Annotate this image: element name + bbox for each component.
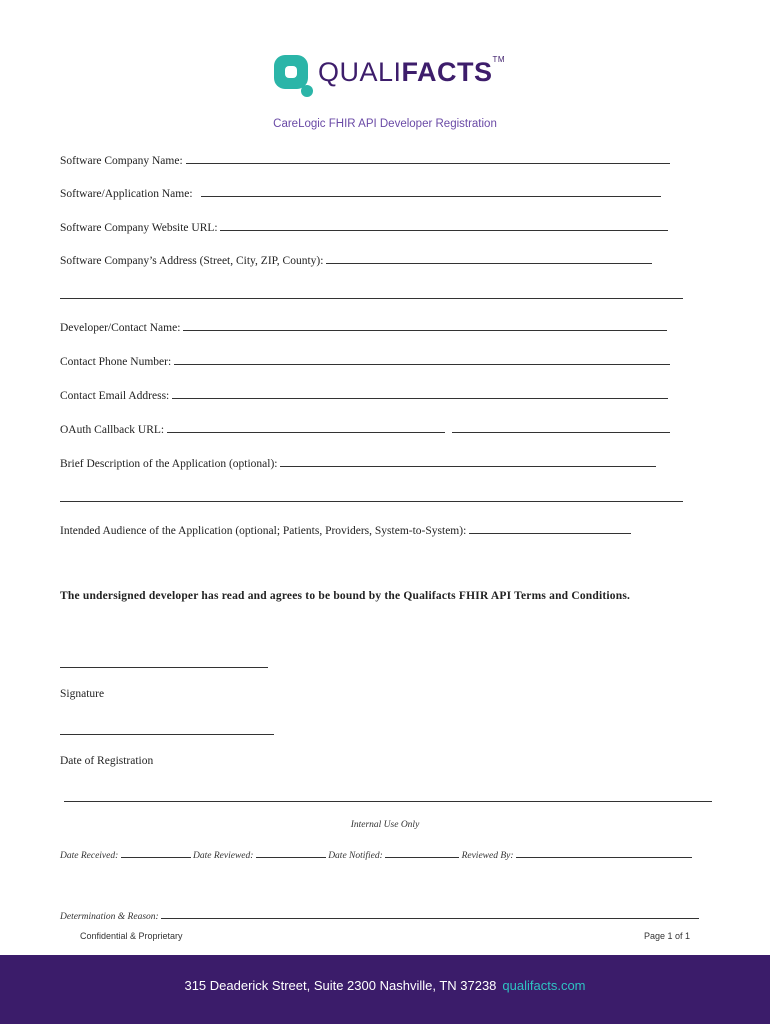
contact-name-row [60, 320, 667, 334]
email-field[interactable] [172, 388, 668, 399]
description-field[interactable] [280, 456, 656, 467]
signature-label: Signature [60, 688, 105, 700]
address-label: Software Company’s Address (Street, City, ZIP, County): [60, 255, 324, 267]
date-received-label: Date Received: [60, 851, 119, 861]
divider-line [64, 801, 712, 802]
form-title: CareLogic FHIR API Developer Registration [273, 118, 497, 130]
logo-wordmark: QUALIFACTS™ [318, 55, 506, 87]
date-notified-label: Date Notified: [328, 851, 383, 861]
contact-name-label: Developer/Contact Name: [60, 322, 181, 334]
phone-field[interactable] [174, 354, 670, 365]
qualifacts-logo [272, 51, 512, 103]
app-name-label: Software/Application Name: [60, 188, 193, 200]
company-name-field[interactable] [186, 153, 670, 164]
determination-row [60, 910, 699, 922]
company-name-row [60, 153, 670, 167]
website-row [60, 220, 668, 234]
oauth-field-2[interactable] [452, 422, 670, 433]
footer-url-link[interactable]: qualifacts.com [502, 978, 586, 993]
address-row [60, 253, 652, 267]
date-received-field[interactable] [121, 849, 191, 858]
footer-bar [0, 955, 770, 1024]
reviewed-by-field[interactable] [516, 849, 692, 858]
page-number: Page 1 of 1 [643, 931, 690, 941]
email-row [60, 388, 668, 402]
address-line-2[interactable] [60, 298, 683, 299]
date-line[interactable] [60, 734, 274, 735]
signature-line[interactable] [60, 667, 268, 668]
website-field[interactable] [220, 220, 668, 231]
agreement-text: The undersigned developer has read and agrees to be bound by the Qualifacts FHIR API Terms and Conditions. [60, 590, 631, 602]
app-name-field[interactable] [201, 186, 661, 197]
qualifacts-logo-icon [272, 53, 316, 97]
footer-address-wrap [184, 978, 585, 993]
date-reviewed-label: Date Reviewed: [193, 851, 254, 861]
date-label: Date of Registration [60, 755, 154, 767]
audience-row [60, 523, 631, 537]
oauth-row [60, 422, 670, 436]
footer-address: 315 Deaderick Street, Suite 2300 Nashville, TN 37238 [184, 978, 497, 993]
email-label: Contact Email Address: [60, 390, 170, 402]
internal-use-heading: Internal Use Only [350, 820, 420, 830]
internal-dates-row [60, 849, 692, 861]
app-name-row [60, 186, 661, 200]
company-name-label: Software Company Name: [60, 155, 183, 167]
date-reviewed-field[interactable] [256, 849, 326, 858]
phone-row [60, 354, 670, 368]
oauth-field-1[interactable] [167, 422, 445, 433]
determination-label: Determination & Reason: [60, 912, 159, 922]
date-notified-field[interactable] [385, 849, 459, 858]
confidential-text: Confidential & Proprietary [80, 931, 183, 941]
contact-name-field[interactable] [183, 320, 667, 331]
oauth-label: OAuth Callback URL: [60, 424, 165, 436]
website-label: Software Company Website URL: [60, 222, 218, 234]
description-row [60, 456, 656, 470]
audience-field[interactable] [469, 523, 631, 534]
reviewed-by-label: Reviewed By: [461, 851, 514, 861]
address-field[interactable] [326, 253, 652, 264]
phone-label: Contact Phone Number: [60, 356, 172, 368]
description-line-2[interactable] [60, 501, 683, 502]
audience-label: Intended Audience of the Application (optional; Patients, Providers, System-to-System): [60, 525, 467, 537]
determination-field[interactable] [161, 910, 699, 919]
description-label: Brief Description of the Application (optional): [60, 458, 278, 470]
